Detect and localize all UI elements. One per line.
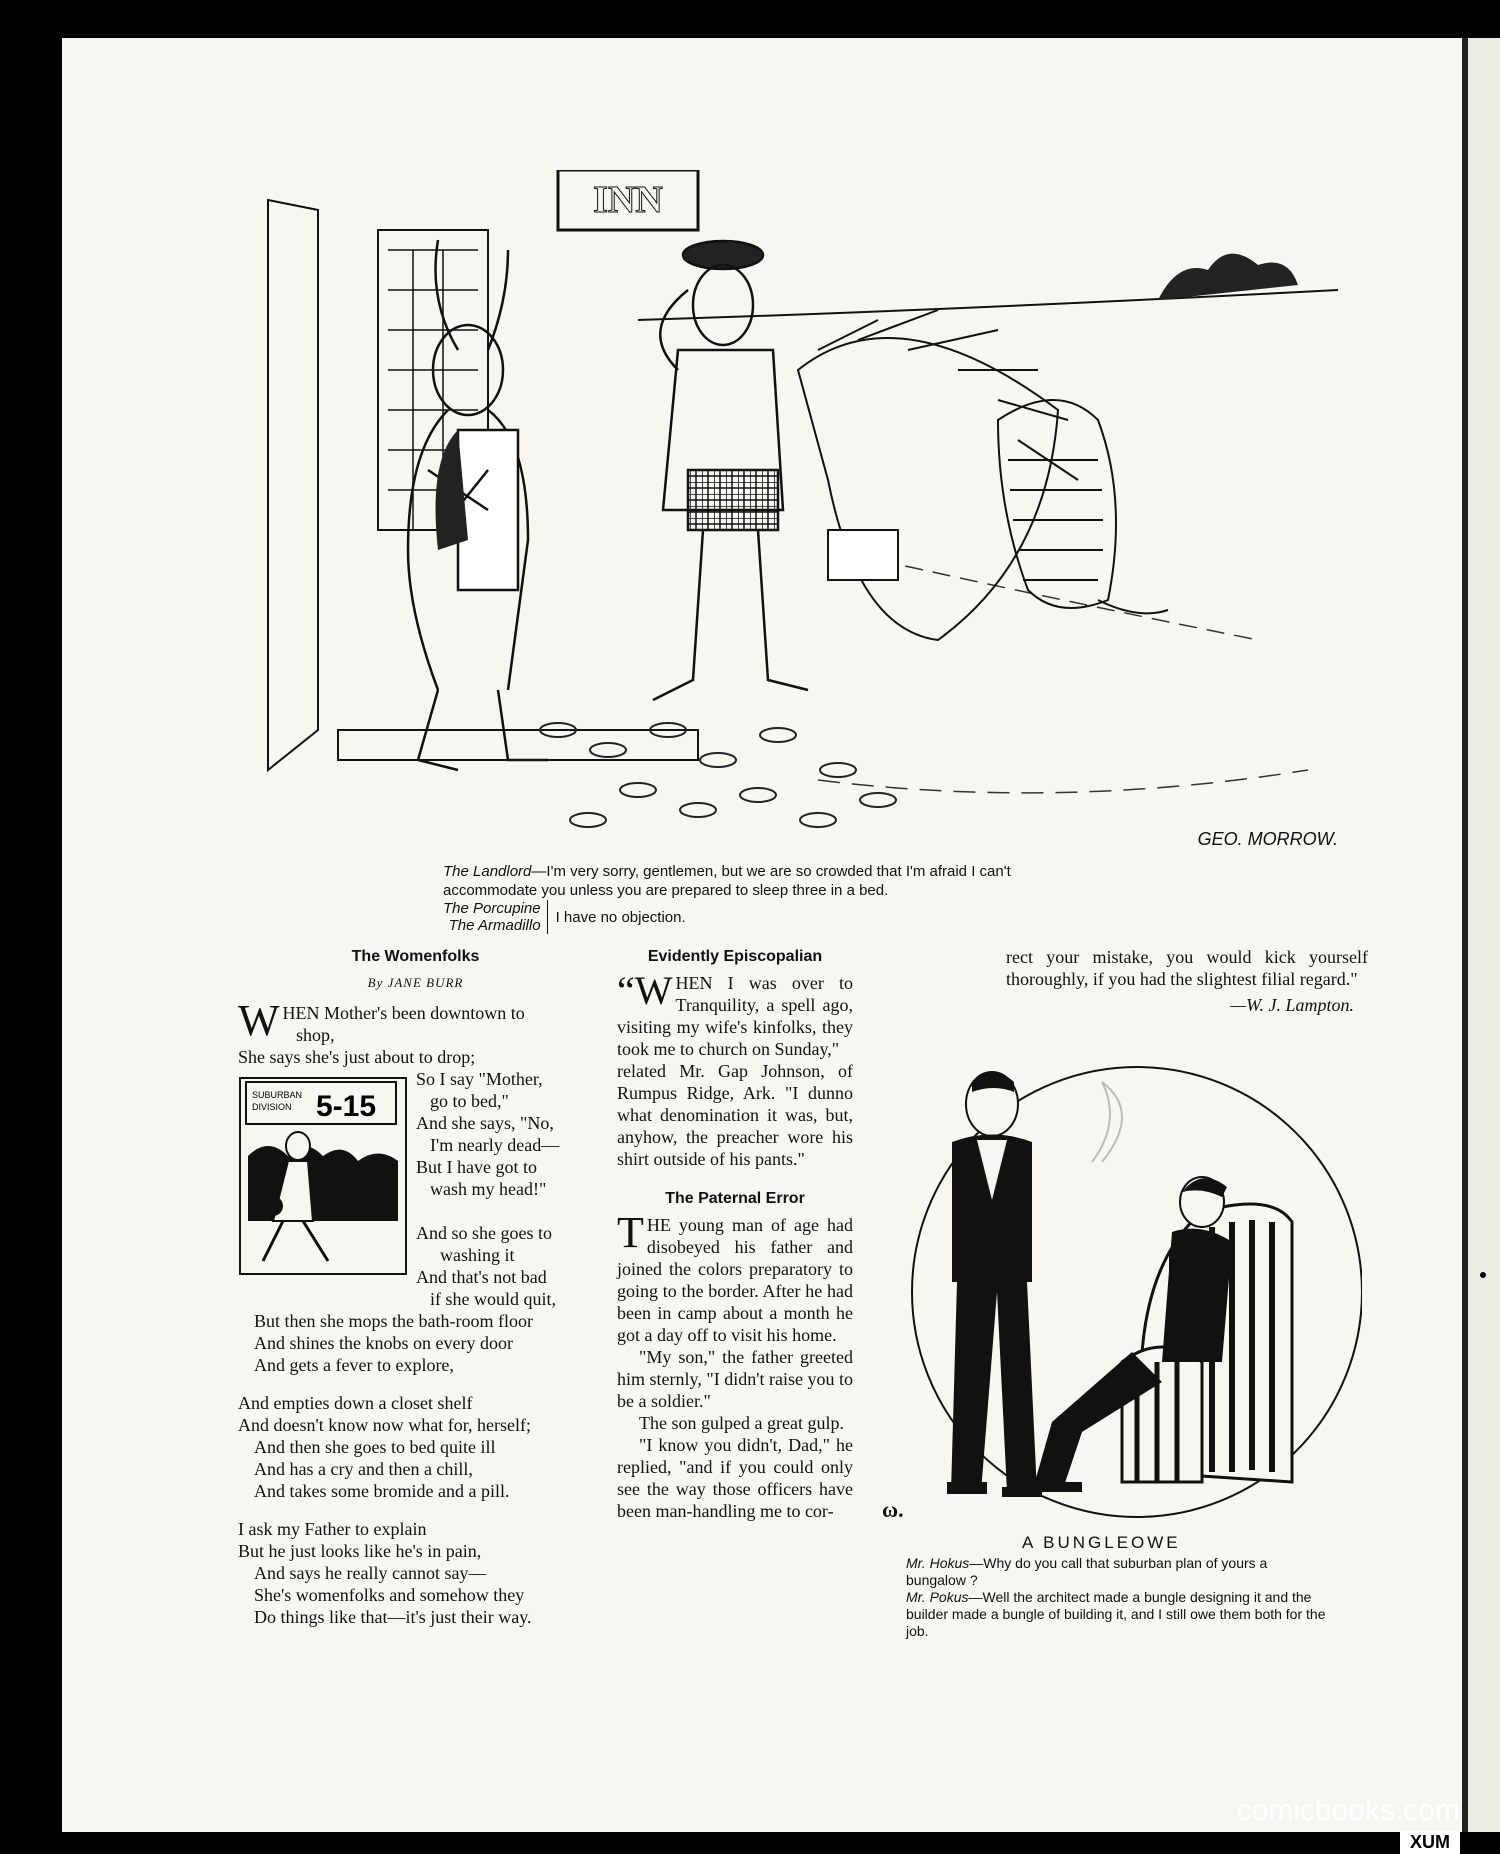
page-mark [52,660,58,666]
poem-line: go to bed," [430,1091,509,1111]
paternal-para-2: "My son," the father greeted him sternly, "I didn't raise you to be a soldier." [617,1347,853,1411]
poem-line: But I have got to [416,1157,537,1177]
page-mark [1480,1272,1486,1278]
paternal-para-4: "I know you didn't, Dad," he replied, "and if you could only see the way those officers have been man-handling me to cor- [617,1435,853,1521]
caption-speaker-porcupine: The Porcupine [443,900,541,917]
caption-line-1 [443,862,1133,881]
caption-reply-block [443,900,1133,934]
womenfolks-column [238,946,593,1628]
caption-speaker-landlord: The Landlord [443,863,532,880]
poem-line: She says she's just about to drop; [238,1047,476,1067]
inn-sign-text: INN [593,179,663,221]
clock-sign-label1: SUBURBAN [252,1090,303,1100]
poem-line: And takes some bromide and a pill. [254,1481,510,1501]
womenfolks-title: The Womenfolks [351,948,480,965]
clock-cartoon-row [238,1068,593,1310]
inn-cartoon-illustration [258,170,1358,860]
watermark-site: comicbooks.com [1236,1794,1460,1827]
commuter-clock-illustration [238,1076,408,1276]
poem-line: But he just looks like he's in pain, [238,1541,482,1561]
clock-sign-time: 5-15 [315,1090,377,1123]
cartoon-caption [443,862,1133,934]
poem-line: And doesn't know now what for, herself; [238,1415,531,1435]
poem-line: Do things like that—it's just their way. [254,1607,532,1627]
episcopalian-title: Evidently Episcopalian [647,948,823,965]
poem-line: But then she mops the bath-room floor [254,1311,533,1331]
poem-line: And has a cry and then a chill, [254,1459,473,1479]
paternal-para-3: The son gulped a great gulp. [639,1413,844,1433]
middle-column [617,946,853,1522]
caption-line-2: accommodate you unless you are prepared to sleep three in a bed. [443,882,889,899]
next-page-edge [1462,38,1500,1832]
poem-line: I ask my Father to explain [238,1519,427,1539]
poem-line: And empties down a closet shelf [238,1393,473,1413]
poem-line: And that's not bad [416,1267,547,1287]
poem-line: She's womenfolks and somehow they [254,1585,525,1605]
poem-line: HEN Mother's been downtown to [282,1003,525,1023]
poem-indented-block [408,1068,559,1310]
poem-line: And shines the knobs on every door [254,1333,513,1353]
poem-line: wash my head!" [430,1179,547,1199]
episcopalian-open-quote: “ [617,968,635,1013]
bungleowe-text-1: —Why do you call that suburban plan of yours a bungalow ? [906,1555,1268,1588]
poem-line: And says he really cannot say— [254,1563,487,1583]
bungleowe-speaker-pokus: Mr. Pokus [906,1589,969,1605]
episcopalian-text-a: HEN I was over to Tranquility, a spell ago, visiting my wife's kinfolks, they took me to church on Sunday," [617,973,853,1059]
caption-reply: I have no objection. [555,908,686,926]
bungleowe-line-2 [888,1589,1328,1640]
right-column-continuation [1006,946,1368,1016]
womenfolks-dropcap: W [238,996,280,1045]
bungleowe-cartoon-illustration [872,1062,1362,1532]
womenfolks-byline: By JANE BURR [367,975,464,990]
bungleowe-title: A BUNGLEOWE [1022,1533,1181,1552]
artist-signature: GEO. MORROW. [1197,829,1338,849]
poem-line: And so she goes to [416,1223,552,1243]
poem-line: I'm nearly dead— [430,1135,560,1155]
episcopalian-para-2: related Mr. Gap Johnson, of Rumpus Ridge, Ark. "I dunno what denomination it was, but, anyhow, the preacher wore his shirt outside of his pants." [617,1061,853,1169]
episcopalian-dropcap-wrapper [617,968,673,1013]
bungleowe-speaker-hokus: Mr. Hokus [906,1555,970,1571]
womenfolks-poem [238,996,593,1628]
paternal-title: The Paternal Error [665,1190,805,1207]
watermark-tag: XUM [1400,1831,1460,1854]
caption-speaker-armadillo: The Armadillo [448,917,541,934]
paternal-dropcap: T [617,1208,644,1257]
clock-sign-label2: DIVISION [252,1102,292,1112]
caption-text-1: —I'm very sorry, gentlemen, but we are so crowded that I'm afraid I can't [531,863,1011,880]
paternal-signature: —W. J. Lampton. [1230,995,1354,1015]
bungleowe-line-1 [888,1555,1328,1589]
poem-line: if she would quit, [430,1289,556,1309]
paternal-para-1 [617,1208,853,1346]
episcopalian-dropcap: W [634,968,673,1013]
episcopalian-para-1 [617,968,853,1060]
poem-line: washing it [440,1245,515,1265]
poem-line: And gets a fever to explore, [254,1355,454,1375]
poem-line: And she says, "No, [416,1113,554,1133]
paternal-continuation: rect your mistake, you would kick yourself thoroughly, if you had the slightest filial regard." [1006,947,1368,989]
bungleowe-text-2: —Well the architect made a bungle designing it and the builder made a bungle of building it, and I still owe them both for the job. [906,1589,1326,1639]
svg-text:ω.: ω. [882,1497,904,1522]
poem-line: So I say "Mother, [416,1069,543,1089]
poem-line: shop, [296,1025,335,1045]
bungleowe-dialogue [888,1555,1328,1640]
poem-line: And then she goes to bed quite ill [254,1437,496,1457]
paternal-text-1: HE young man of age had disobeyed his father and joined the colors preparatory to going to the border. After he had been in camp about a month he got a day off to visit his home. [617,1215,853,1345]
caption-speakers [443,900,548,934]
